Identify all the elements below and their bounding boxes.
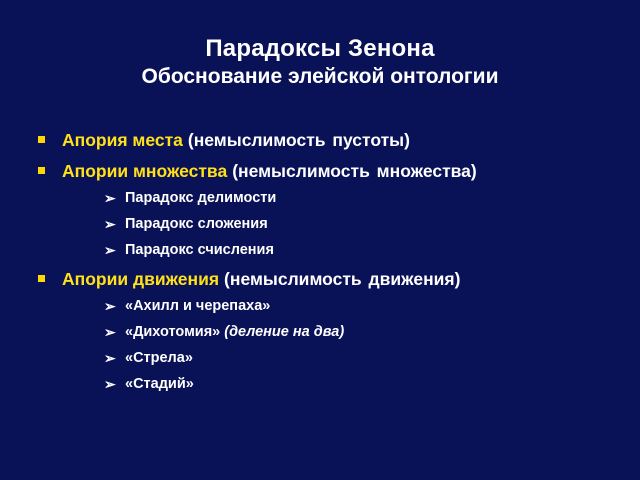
sub-item-text: «Дихотомия» [125, 324, 221, 340]
arrowhead-bullet-icon: ➢ [104, 376, 116, 392]
item-highlight: Апории множества [62, 161, 228, 181]
sub-item [38, 296, 628, 316]
sub-item-note: (деление на два) [224, 324, 345, 340]
sub-item [38, 374, 628, 394]
title-subtitle: Обоснование элейской онтологии [141, 65, 499, 88]
item-highlight: Апории движения [62, 269, 220, 289]
title-main: Парадоксы Зенона [205, 35, 435, 62]
item-description: (немыслимость движения) [224, 269, 461, 289]
square-bullet-icon [38, 167, 45, 174]
list-item-aporia-of-place [38, 128, 628, 152]
sub-item-text: Парадокс счисления [125, 242, 274, 258]
arrowhead-bullet-icon: ➢ [104, 298, 116, 314]
sub-item [38, 214, 628, 234]
arrowhead-bullet-icon: ➢ [104, 324, 116, 340]
slide-title [0, 34, 640, 90]
bullet-list [38, 128, 628, 394]
sub-item-text: Парадокс сложения [125, 216, 268, 232]
arrowhead-bullet-icon: ➢ [104, 216, 116, 232]
square-bullet-icon [38, 136, 45, 143]
sub-item-text: «Стрела» [125, 350, 193, 366]
arrowhead-bullet-icon: ➢ [104, 190, 116, 206]
item-description: (немыслимость пустоты) [187, 130, 410, 150]
item-highlight: Апория места [62, 130, 183, 150]
item-description: (немыслимость множества) [232, 161, 477, 181]
sub-item [38, 322, 628, 342]
list-item-aporias-of-plurality [38, 159, 628, 183]
sub-item-text: «Стадий» [125, 376, 194, 392]
square-bullet-icon [38, 275, 45, 282]
sub-item [38, 240, 628, 260]
sub-item-text: Парадокс делимости [125, 190, 277, 206]
arrowhead-bullet-icon: ➢ [104, 242, 116, 258]
sub-item-text: «Ахилл и черепаха» [125, 298, 271, 314]
arrowhead-bullet-icon: ➢ [104, 350, 116, 366]
sub-item [38, 348, 628, 368]
sub-item [38, 188, 628, 208]
list-item-aporias-of-motion [38, 267, 628, 291]
